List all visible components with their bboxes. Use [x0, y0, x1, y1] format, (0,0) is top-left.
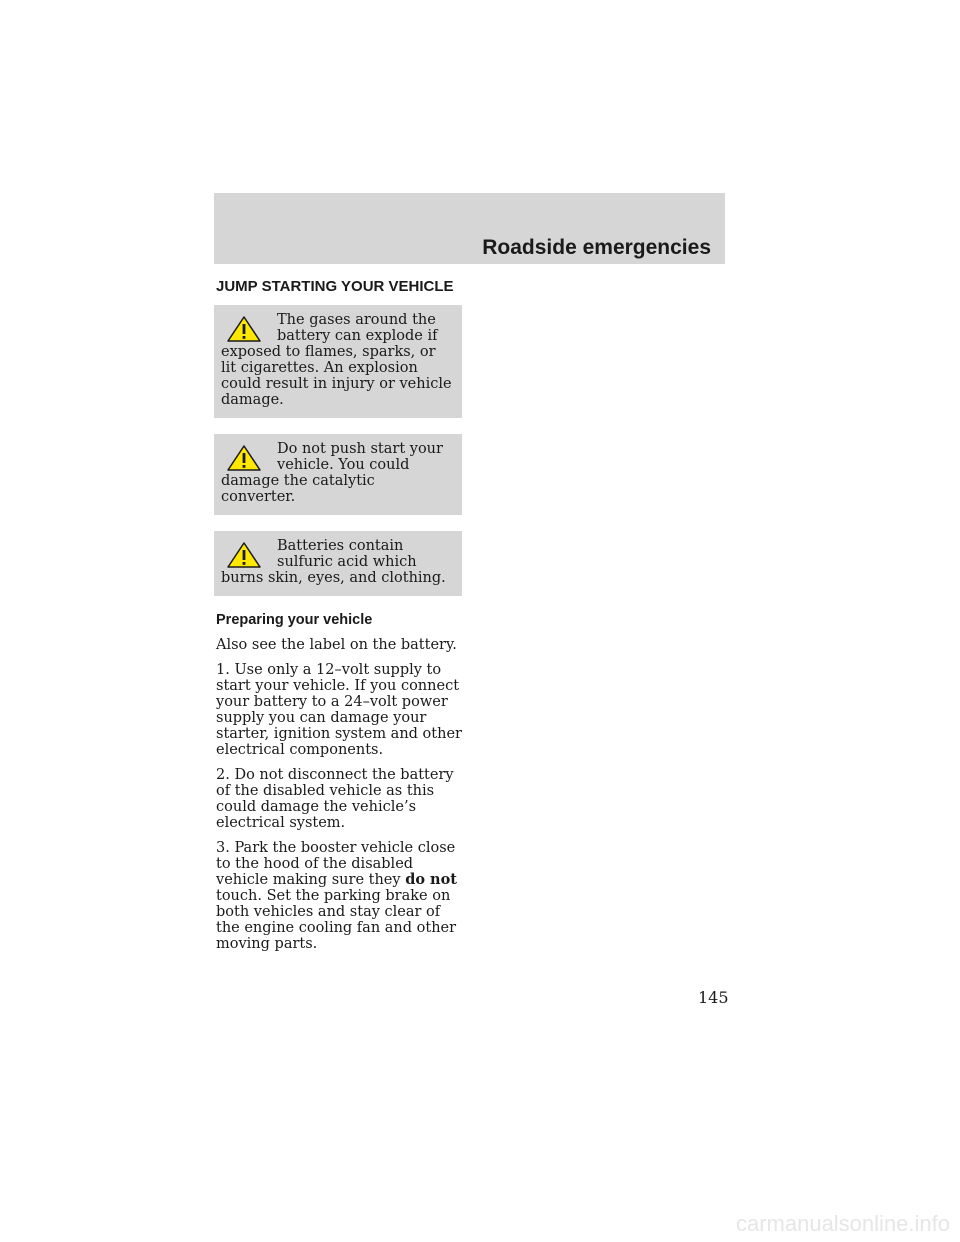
- section-heading: JUMP STARTING YOUR VEHICLE: [216, 278, 454, 295]
- page-content: [216, 279, 464, 961]
- section-header-title: Roadside emergencies: [482, 236, 711, 259]
- warning-box-sulfuric-acid: [214, 531, 462, 596]
- step-3-paragraph: [216, 840, 464, 952]
- step-3-text-start: 3. Park the booster vehicle close to the hood of the disabled vehicle making sure they: [216, 840, 456, 888]
- watermark-text: carmanualsonline.info: [735, 1211, 950, 1236]
- section-header-bar: [214, 193, 725, 264]
- step-3-text-end: touch. Set the parking brake on both vehicles and stay clear of the engine cooling fan and other moving parts.: [216, 888, 457, 952]
- warning-triangle-icon: [227, 445, 261, 471]
- step-1-paragraph: 1. Use only a 12–volt supply to start your vehicle. If you connect your battery to a 24–volt power supply you can damage your starter, ignition system and other electrical components.: [216, 662, 462, 758]
- step-2-paragraph: 2. Do not disconnect the battery of the disabled vehicle as this could damage the vehicle’s electrical system.: [216, 767, 454, 831]
- warning-box-push-start: [214, 434, 462, 515]
- warning-triangle-icon: [227, 542, 261, 568]
- subsection-heading: Preparing your vehicle: [216, 612, 373, 628]
- warning-text: Batteries contain sulfuric acid which burns skin, eyes, and clothing.: [221, 538, 446, 586]
- warning-text: Do not push start your vehicle. You could damage the catalytic converter.: [221, 441, 443, 505]
- page-number: 145: [698, 988, 729, 1007]
- footer-watermark: [0, 1203, 960, 1242]
- warning-box-battery-gases: [214, 305, 462, 418]
- step-3-emphasis: do not: [405, 871, 457, 888]
- warning-text: The gases around the battery can explode if exposed to flames, sparks, or lit cigarettes. An explosion could result in injury or vehicle damage.: [221, 312, 452, 408]
- warning-triangle-icon: [227, 316, 261, 342]
- intro-paragraph: Also see the label on the battery.: [216, 637, 457, 653]
